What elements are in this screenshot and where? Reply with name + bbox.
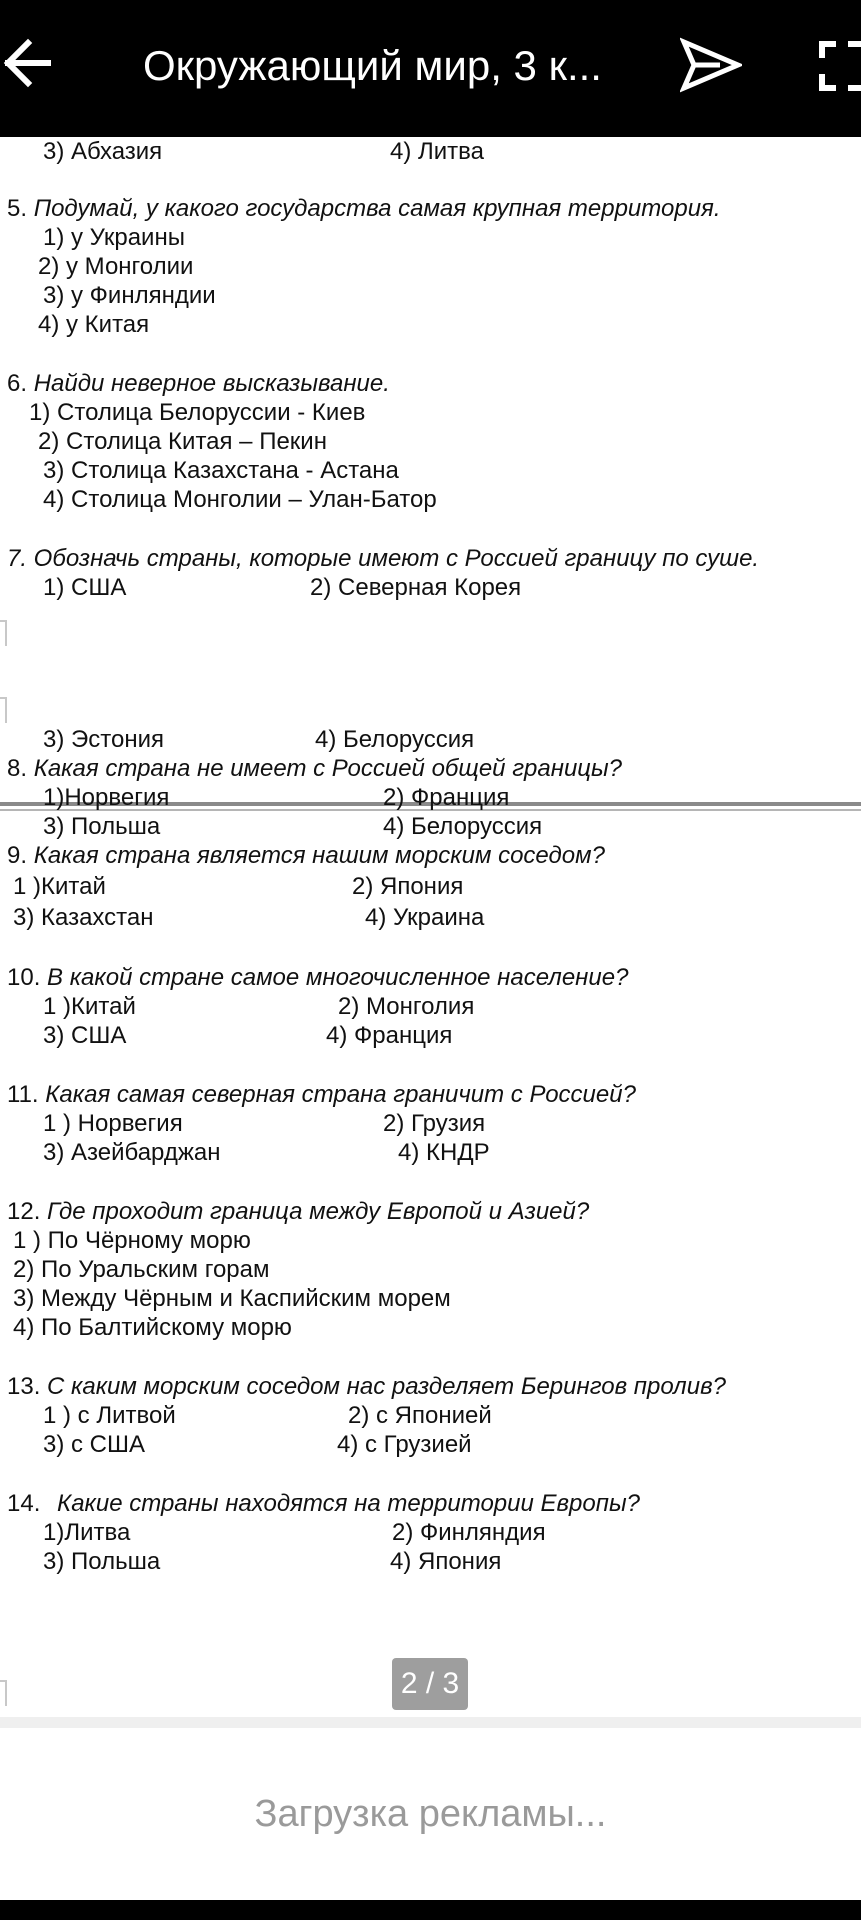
question-number: 6. xyxy=(7,370,28,397)
app-bar xyxy=(0,0,861,137)
q8-option-2: 2) Франция xyxy=(383,784,510,811)
q8-option-3: 3) Польша xyxy=(43,813,161,840)
question-5 xyxy=(7,194,721,224)
question-text: 7. Обозначь страны, которые имеют с Россией границу по суше. xyxy=(7,545,760,572)
q11-option-4: 4) КНДР xyxy=(398,1139,490,1166)
q11-option-2: 2) Грузия xyxy=(383,1110,486,1137)
q13-option-1: 1 ) с Литвой xyxy=(43,1402,176,1429)
q8-option-1: 1)Норвегия xyxy=(43,784,170,811)
ad-loading-text: Загрузка рекламы... xyxy=(254,1793,607,1835)
question-13 xyxy=(7,1372,726,1402)
page-corner-marker xyxy=(0,1680,7,1706)
q10-option-4: 4) Франция xyxy=(326,1022,453,1049)
q13-option-3: 3) с США xyxy=(43,1431,146,1458)
question-number: 10. xyxy=(7,964,41,991)
page-gap xyxy=(0,1717,861,1728)
question-number: 14. xyxy=(7,1490,41,1517)
q12-option-2: 2) По Уральским горам xyxy=(13,1256,270,1283)
q12-option-1: 1 ) По Чёрному морю xyxy=(13,1227,251,1254)
fullscreen-button[interactable] xyxy=(818,40,861,92)
question-text: Где проходит граница между Европой и Азией? xyxy=(47,1198,590,1225)
question-14 xyxy=(7,1489,640,1519)
question-7 xyxy=(7,544,759,574)
q7-option-2: 2) Северная Корея xyxy=(310,574,522,601)
q8-option-4: 4) Белоруссия xyxy=(383,813,543,840)
q9-option-3: 3) Казахстан xyxy=(13,904,154,931)
question-11 xyxy=(7,1080,636,1110)
q13-option-2: 2) с Японией xyxy=(348,1402,492,1429)
q4-option-3: 3) Абхазия xyxy=(43,138,163,165)
q11-option-1: 1 ) Норвегия xyxy=(43,1110,183,1137)
q4-option-4: 4) Литва xyxy=(390,138,484,165)
q7-option-1: 1) США xyxy=(43,574,127,601)
q6-option-1: 1) Столица Белоруссии - Киев xyxy=(29,399,366,426)
question-text: Какая страна не имеет с Россией общей границы? xyxy=(33,755,623,782)
question-text: Найди неверное высказывание. xyxy=(33,370,390,397)
document-viewer[interactable] xyxy=(0,137,861,1717)
share-button[interactable] xyxy=(680,36,742,94)
system-nav-bar xyxy=(0,1900,861,1920)
question-6 xyxy=(7,369,390,399)
question-8 xyxy=(7,754,622,784)
q9-option-1: 1 )Китай xyxy=(13,873,106,900)
q5-option-4: 4) у Китая xyxy=(38,311,150,338)
q12-option-3: 3) Между Чёрным и Каспийским морем xyxy=(13,1285,451,1312)
question-9 xyxy=(7,841,605,871)
q7-option-4: 4) Белоруссия xyxy=(315,726,475,753)
question-10 xyxy=(7,963,628,993)
q5-option-3: 3) у Финляндии xyxy=(43,282,216,309)
question-number: 13. xyxy=(7,1373,41,1400)
q14-option-1: 1)Литва xyxy=(43,1519,131,1546)
back-button[interactable] xyxy=(0,28,60,98)
fullscreen-icon xyxy=(818,40,861,92)
q13-option-4: 4) с Грузией xyxy=(337,1431,472,1458)
q14-option-4: 4) Япония xyxy=(390,1548,502,1575)
q6-option-3: 3) Столица Казахстана - Астана xyxy=(43,457,399,484)
q14-option-2: 2) Финляндия xyxy=(392,1519,546,1546)
q7-option-3: 3) Эстония xyxy=(43,726,164,753)
question-text: С каким морским соседом нас разделяет Берингов пролив? xyxy=(47,1373,726,1400)
question-number: 9. xyxy=(7,842,28,869)
q6-option-4: 4) Столица Монголии – Улан-Батор xyxy=(43,486,437,513)
q14-option-3: 3) Польша xyxy=(43,1548,161,1575)
question-number: 5. xyxy=(7,195,28,222)
page-corner-marker xyxy=(0,620,7,646)
q9-option-2: 2) Япония xyxy=(352,873,464,900)
question-text: Какая самая северная страна граничит с Россией? xyxy=(45,1081,636,1108)
q10-option-2: 2) Монголия xyxy=(338,993,475,1020)
q6-option-2: 2) Столица Китая – Пекин xyxy=(38,428,327,455)
q12-option-4: 4) По Балтийскому морю xyxy=(13,1314,292,1341)
question-text: Какие страны находятся на территории Европы? xyxy=(57,1490,640,1517)
question-text: Какая страна является нашим морским соседом? xyxy=(33,842,605,869)
question-12 xyxy=(7,1197,589,1227)
q9-option-4: 4) Украина xyxy=(365,904,485,931)
question-number: 11. xyxy=(7,1081,39,1108)
page-indicator: 2 / 3 xyxy=(392,1658,468,1710)
q5-option-2: 2) у Монголии xyxy=(38,253,194,280)
page-corner-marker xyxy=(0,697,7,723)
question-number: 8. xyxy=(7,755,28,782)
q5-option-1: 1) у Украины xyxy=(43,224,185,251)
document-title: Окружающий мир, 3 к... xyxy=(143,42,602,89)
question-text: В какой стране самое многочисленное население? xyxy=(47,964,629,991)
q10-option-3: 3) США xyxy=(43,1022,127,1049)
q11-option-3: 3) Азейбарджан xyxy=(43,1139,221,1166)
arrow-left-icon xyxy=(0,28,60,98)
send-icon xyxy=(680,36,742,94)
question-number: 12. xyxy=(7,1198,41,1225)
q10-option-1: 1 )Китай xyxy=(43,993,136,1020)
question-text: Подумай, у какого государства самая крупная территория. xyxy=(33,195,721,222)
